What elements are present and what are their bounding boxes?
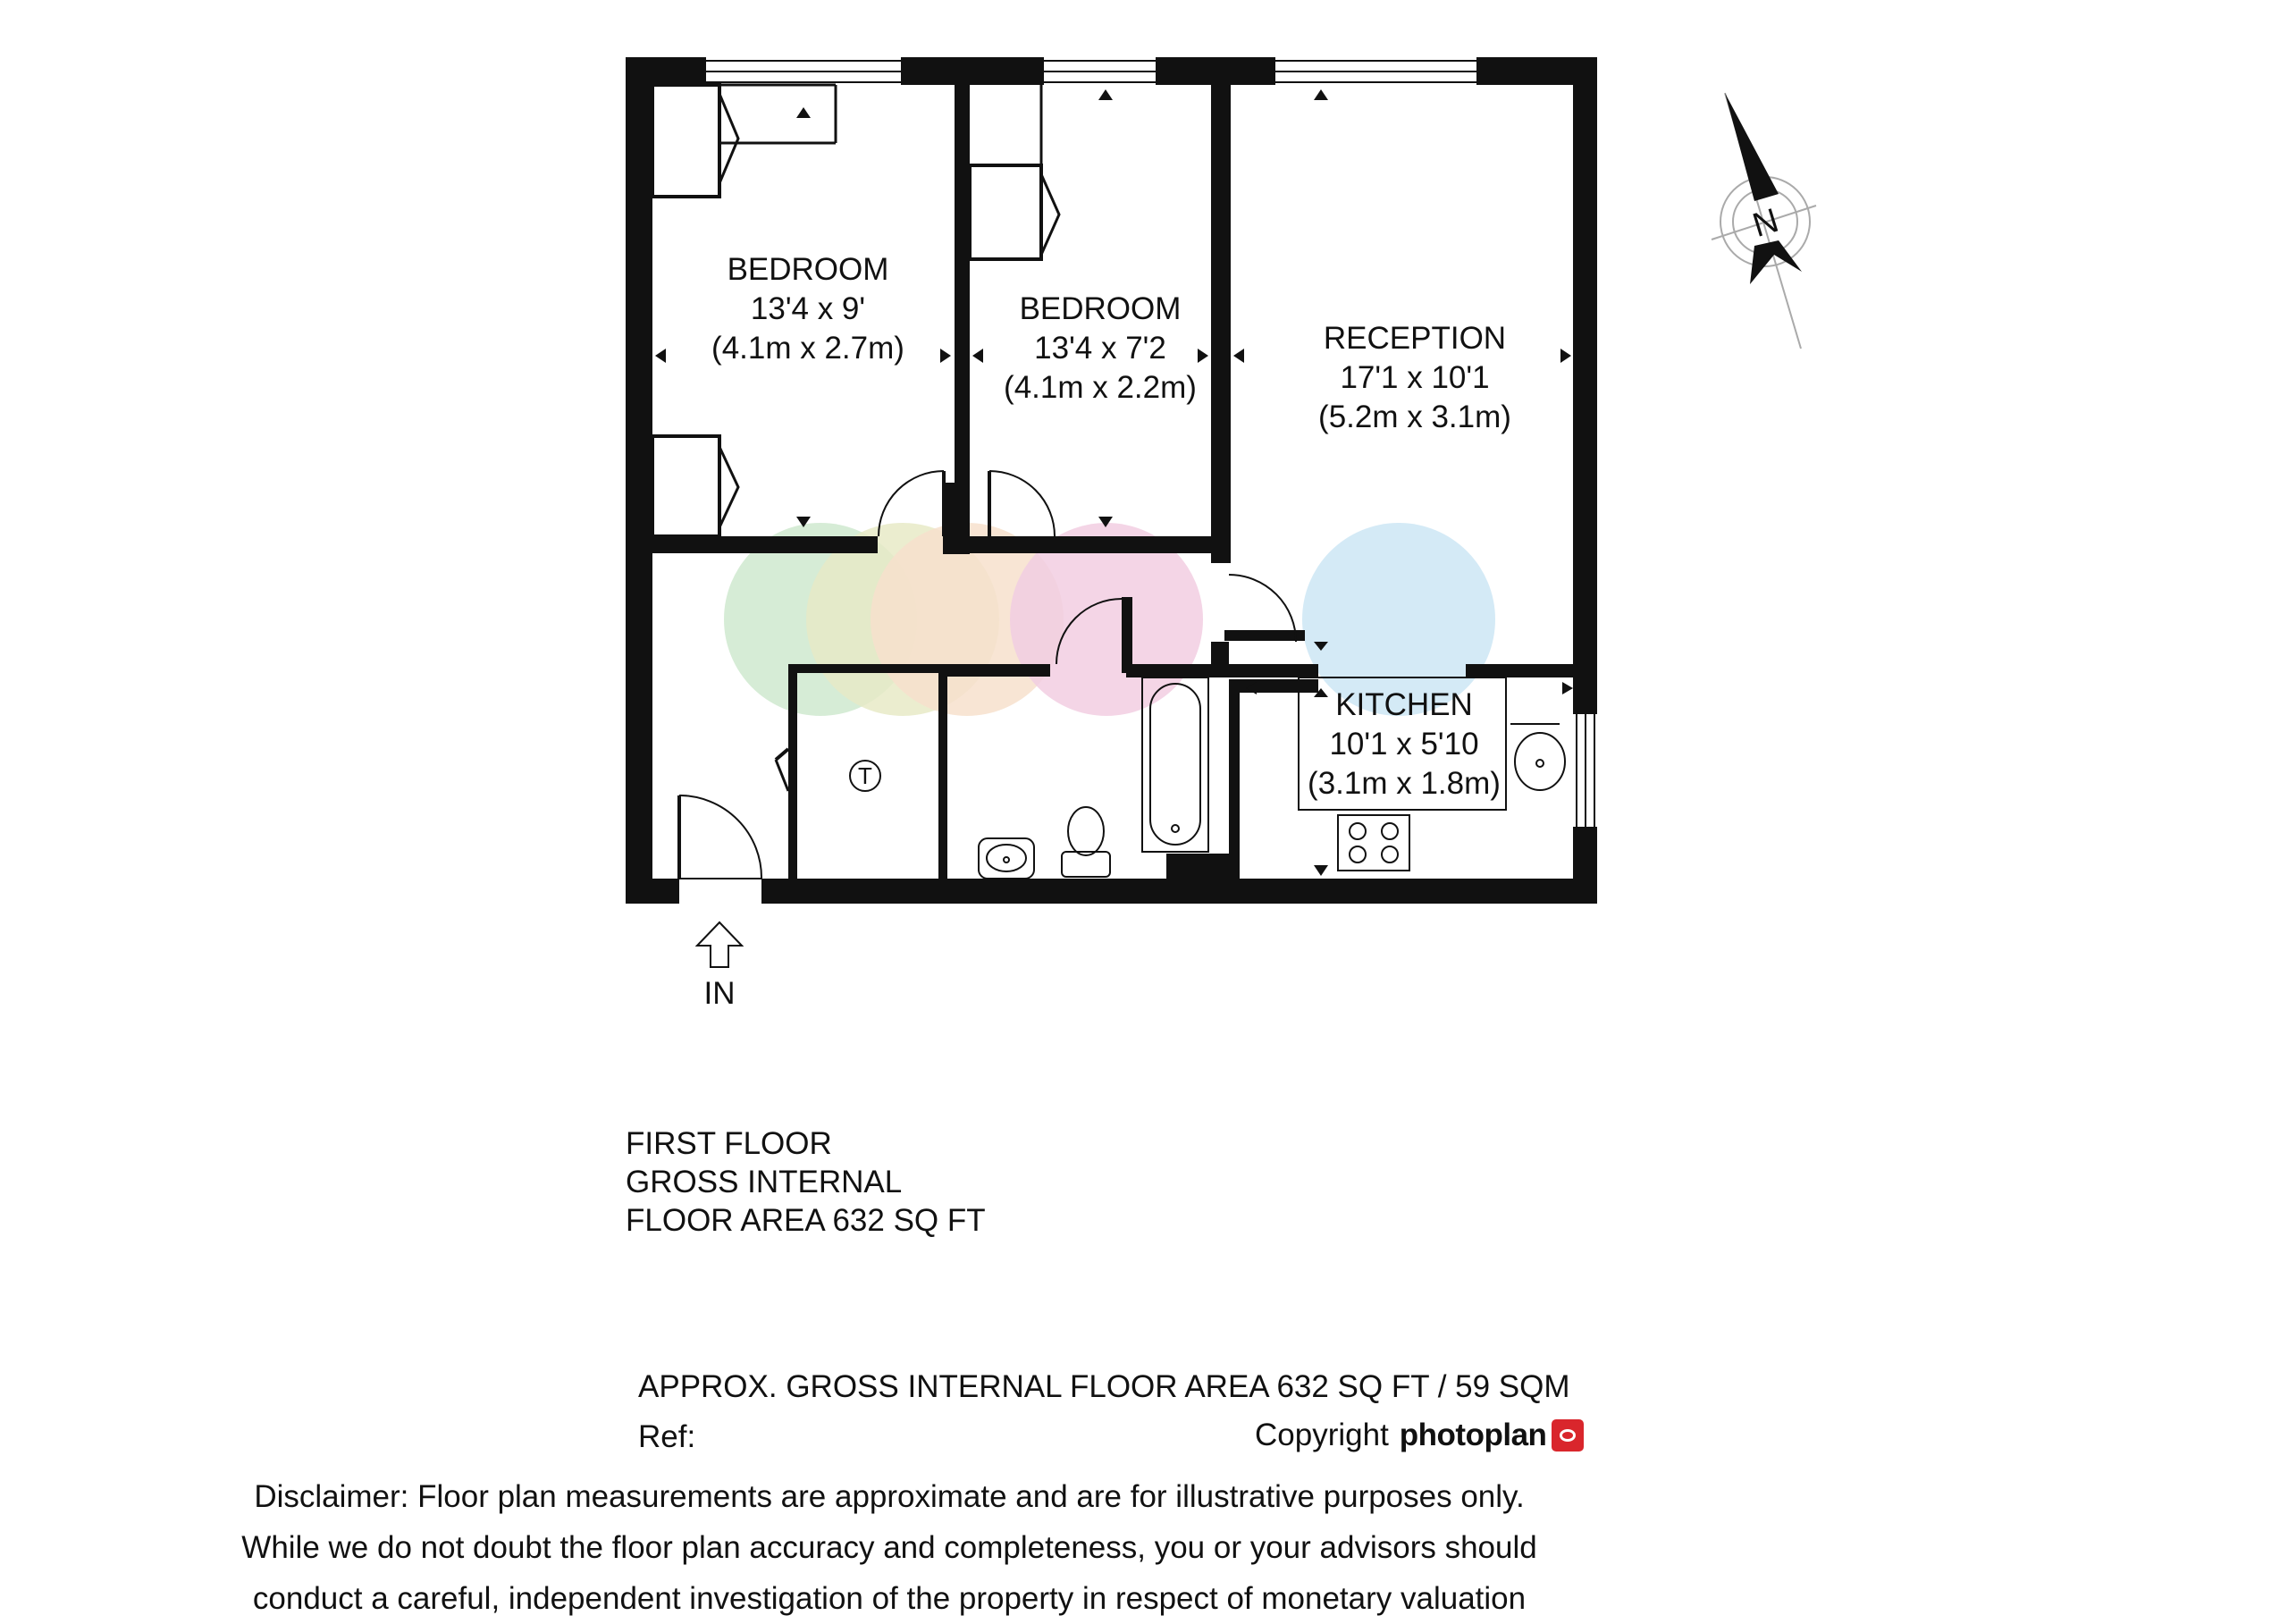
- thermostat-label: T: [858, 762, 872, 789]
- kitchen-imperial: 10'1 x 5'10: [1329, 727, 1479, 762]
- disclaimer-line: While we do not doubt the floor plan accuracy and completeness, you or your advisors should: [241, 1530, 1537, 1565]
- bedroom2-name: BEDROOM: [1019, 291, 1182, 326]
- kitchen-name: KITCHEN: [1335, 687, 1473, 722]
- brand-name: photoplan: [1399, 1418, 1547, 1452]
- bedroom2-metric: (4.1m x 2.2m): [1004, 370, 1197, 405]
- sink-icon: [1515, 733, 1565, 790]
- hob-icon: [1338, 815, 1409, 871]
- ref-label: Ref:: [638, 1419, 696, 1454]
- entrance-label: IN: [703, 976, 736, 1011]
- reception-imperial: 17'1 x 10'1: [1340, 360, 1490, 395]
- copyright-label: Copyright: [1255, 1418, 1389, 1452]
- camera-icon: [1552, 1419, 1584, 1452]
- bedroom2-imperial: 13'4 x 7'2: [1034, 331, 1166, 366]
- reception-metric: (5.2m x 3.1m): [1318, 400, 1511, 434]
- bedroom1-name: BEDROOM: [727, 252, 889, 287]
- bedroom1-imperial: 13'4 x 9': [750, 291, 866, 326]
- floor-info-line1: FIRST FLOOR: [626, 1126, 832, 1161]
- entrance-arrow-icon: [697, 922, 742, 967]
- reception-name: RECEPTION: [1323, 321, 1507, 356]
- bedroom1-metric: (4.1m x 2.7m): [711, 331, 904, 366]
- floor-info: [626, 1124, 986, 1240]
- entrance-marker: [697, 922, 742, 1011]
- north-compass: [1712, 93, 1816, 349]
- floor-info-line3: FLOOR AREA 632 SQ FT: [626, 1203, 986, 1238]
- floor-info-line2: GROSS INTERNAL: [626, 1165, 903, 1199]
- disclaimer-line: Disclaimer: Floor plan measurements are approximate and are for illustrative purposes only.: [254, 1479, 1525, 1514]
- disclaimer: [0, 1471, 1779, 1624]
- disclaimer-line: conduct a careful, independent investigation of the property in respect of monetary valuation: [252, 1581, 1527, 1616]
- kitchen-metric: (3.1m x 1.8m): [1308, 766, 1501, 801]
- north-label: N: [1748, 201, 1783, 246]
- approx-area: APPROX. GROSS INTERNAL FLOOR AREA 632 SQ FT / 59 SQM: [638, 1369, 1570, 1404]
- copyright: [1255, 1418, 1584, 1453]
